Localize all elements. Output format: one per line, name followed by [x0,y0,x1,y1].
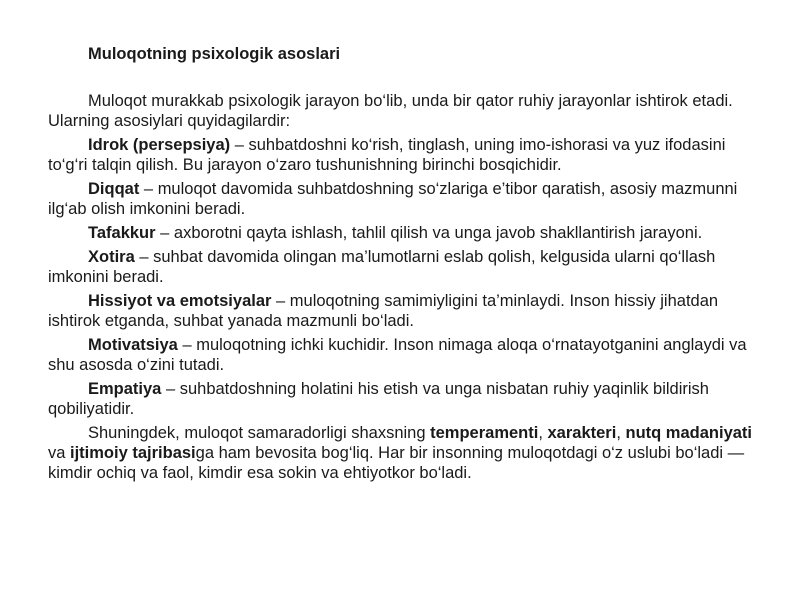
item-text: – axborotni qayta ishlash, tahlil qilish va unga javob shakllantirish jarayoni. [155,224,703,242]
item-hissiyot [48,291,760,331]
item-term: Diqqat [88,180,140,198]
item-motivatsiya [48,335,760,375]
conclusion-text: Shuningdek, muloqot samaradorligi shaxsning [88,424,431,442]
item-text: – muloqot davomida suhbatdoshning so‘zlariga e’tibor qaratish, asosiy mazmunni ilg‘ab olish imkonini beradi. [48,180,738,218]
item-term: Idrok (persepsiya) [88,136,231,154]
term-nutq-madaniyati: nutq madaniyati [625,424,752,442]
conclusion-paragraph [48,423,760,483]
term-ijtimoiy-tajriba: ijtimoiy tajribasi [70,444,196,462]
item-tafakkur [48,223,760,243]
item-term: Empatiya [88,380,162,398]
item-term: Xotira [88,248,135,266]
separator: va [48,444,71,462]
item-term: Tafakkur [88,224,156,242]
term-xarakter: xarakteri [547,424,617,442]
document-body [48,44,760,487]
item-xotira [48,247,760,287]
term-temperament: temperamenti [430,424,539,442]
item-idrok [48,135,760,175]
intro-paragraph: Muloqot murakkab psixologik jarayon bo‘lib, unda bir qator ruhiy jarayonlar ishtirok etadi. Ularning asosiylari quyidagilardir: [48,92,733,130]
item-term: Hissiyot va emotsiyalar [88,292,272,310]
item-empatiya [48,379,760,419]
item-text: – muloqotning ichki kuchidir. Inson nimaga aloqa o‘rnatayotganini anglaydi va shu asosda o‘zini tutadi. [48,336,747,374]
document-title: Muloqotning psixologik asoslari [88,45,341,63]
item-diqqat [48,179,760,219]
separator: , [616,424,626,442]
separator: , [538,424,548,442]
conclusion-text: ga ham bevosita bog‘liq. Har bir insonning muloqotdagi o‘z uslubi bo‘ladi — kimdir ochiq va faol, kimdir esa sokin va ehtiyotkor bo‘ladi. [48,444,745,482]
item-text: – suhbat davomida olingan ma’lumotlarni eslab qolish, kelgusida ularni qo‘llash imkonini beradi. [48,248,716,286]
item-term: Motivatsiya [88,336,178,354]
item-text: – muloqotning samimiyligini ta’minlaydi. Inson hissiy jihatdan ishtirok etganda, suhbat yanada mazmunli bo‘ladi. [48,292,719,330]
item-text: – suhbatdoshni ko‘rish, tinglash, uning imo-ishorasi va yuz ifodasini to‘g‘ri talqin qilish. Bu jarayon o‘zaro tushunishning birinchi bosqichidir. [48,136,726,174]
item-text: – suhbatdoshning holatini his etish va unga nisbatan ruhiy yaqinlik bildirish qobiliyatidir. [48,380,709,418]
